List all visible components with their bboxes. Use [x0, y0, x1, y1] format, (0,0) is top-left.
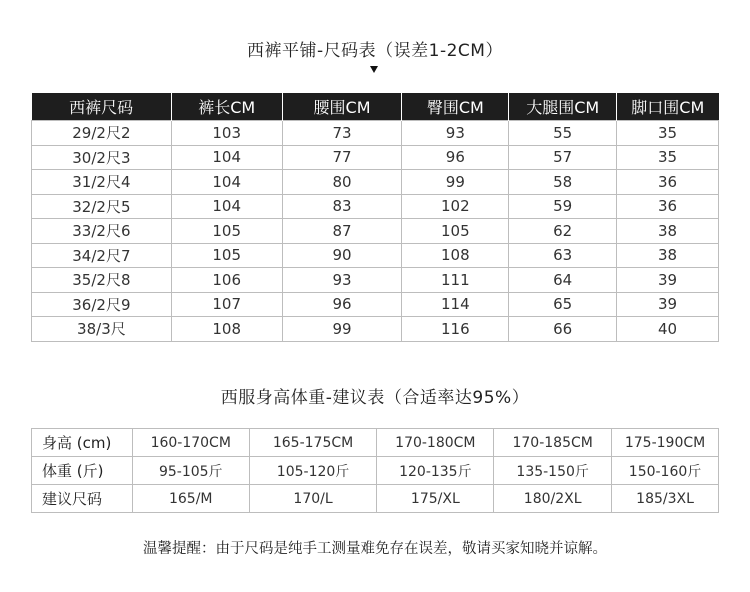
table-row [32, 194, 719, 219]
table-cell: 29/2尺2 [32, 121, 172, 146]
table-cell: 116 [402, 317, 509, 342]
table-cell: 99 [402, 170, 509, 195]
table-row [32, 219, 719, 244]
table-cell: 31/2尺4 [32, 170, 172, 195]
table-row [32, 292, 719, 317]
size-chart-header-cell: 腰围CM [282, 93, 402, 121]
table-cell: 165/M [132, 485, 249, 513]
table-cell: 105-120斤 [249, 457, 377, 485]
size-chart-header-cell: 脚口围CM [617, 93, 719, 121]
table-cell: 39 [617, 268, 719, 293]
down-arrow-icon [370, 66, 378, 73]
table-cell: 165-175CM [249, 429, 377, 457]
table-row [32, 121, 719, 146]
table-cell: 104 [171, 170, 282, 195]
size-chart-table [31, 93, 719, 342]
table-cell: 170-185CM [494, 429, 612, 457]
table-cell: 93 [402, 121, 509, 146]
table-cell: 38/3尺 [32, 317, 172, 342]
table-cell: 111 [402, 268, 509, 293]
table-cell: 58 [509, 170, 617, 195]
table-cell: 170-180CM [377, 429, 494, 457]
table-cell: 120-135斤 [377, 457, 494, 485]
table-cell: 83 [282, 194, 402, 219]
table-cell: 180/2XL [494, 485, 612, 513]
table-cell: 57 [509, 145, 617, 170]
table-cell: 36 [617, 170, 719, 195]
table-cell: 95-105斤 [132, 457, 249, 485]
size-chart-header-row [32, 93, 719, 121]
table-cell: 39 [617, 292, 719, 317]
size-chart-header-cell: 大腿围CM [509, 93, 617, 121]
table-cell: 105 [171, 219, 282, 244]
table-cell: 63 [509, 243, 617, 268]
table-cell: 135-150斤 [494, 457, 612, 485]
table-cell: 104 [171, 194, 282, 219]
row-header-cell: 建议尺码 [32, 485, 133, 513]
table-cell: 36 [617, 194, 719, 219]
table-cell: 90 [282, 243, 402, 268]
table-cell: 40 [617, 317, 719, 342]
table-cell: 65 [509, 292, 617, 317]
table-cell: 105 [171, 243, 282, 268]
disclaimer-note: 温馨提醒：由于尺码是纯手工测量难免存在误差，敬请买家知晓并谅解。 [143, 541, 607, 557]
table-cell: 77 [282, 145, 402, 170]
table-cell: 66 [509, 317, 617, 342]
table-row [32, 457, 719, 485]
table-cell: 108 [171, 317, 282, 342]
table-row [32, 485, 719, 513]
table-cell: 36/2尺9 [32, 292, 172, 317]
table-cell: 175-190CM [612, 429, 719, 457]
table-cell: 175/XL [377, 485, 494, 513]
table-row [32, 243, 719, 268]
row-header-cell: 体重 (斤) [32, 457, 133, 485]
table-cell: 59 [509, 194, 617, 219]
table-cell: 93 [282, 268, 402, 293]
table-row [32, 429, 719, 457]
size-chart-header-cell: 西裤尺码 [32, 93, 172, 121]
table-cell: 87 [282, 219, 402, 244]
table-cell: 38 [617, 243, 719, 268]
table-row [32, 268, 719, 293]
table-row [32, 145, 719, 170]
table-cell: 38 [617, 219, 719, 244]
table-cell: 103 [171, 121, 282, 146]
table-cell: 102 [402, 194, 509, 219]
table-cell: 73 [282, 121, 402, 146]
size-chart-header-cell: 臀围CM [402, 93, 509, 121]
table-cell: 160-170CM [132, 429, 249, 457]
table-cell: 104 [171, 145, 282, 170]
table-cell: 96 [282, 292, 402, 317]
table-cell: 96 [402, 145, 509, 170]
table-cell: 106 [171, 268, 282, 293]
table-cell: 80 [282, 170, 402, 195]
table-cell: 185/3XL [612, 485, 719, 513]
table-row [32, 170, 719, 195]
row-header-cell: 身高 (cm) [32, 429, 133, 457]
table-cell: 114 [402, 292, 509, 317]
table-cell: 34/2尺7 [32, 243, 172, 268]
table-cell: 35/2尺8 [32, 268, 172, 293]
table-cell: 150-160斤 [612, 457, 719, 485]
recommendation-table [31, 428, 719, 513]
table-cell: 64 [509, 268, 617, 293]
table-cell: 107 [171, 292, 282, 317]
recommendation-title: 西服身高体重-建议表（合适率达95%） [220, 388, 530, 408]
table-cell: 35 [617, 121, 719, 146]
table-cell: 55 [509, 121, 617, 146]
table-cell: 108 [402, 243, 509, 268]
table-cell: 32/2尺5 [32, 194, 172, 219]
size-chart-title: 西裤平铺-尺码表（误差1-2CM） [247, 41, 503, 61]
table-cell: 35 [617, 145, 719, 170]
table-cell: 30/2尺3 [32, 145, 172, 170]
size-chart-header-cell: 裤长CM [171, 93, 282, 121]
table-cell: 62 [509, 219, 617, 244]
table-cell: 105 [402, 219, 509, 244]
table-row [32, 317, 719, 342]
table-cell: 170/L [249, 485, 377, 513]
table-cell: 33/2尺6 [32, 219, 172, 244]
table-cell: 99 [282, 317, 402, 342]
